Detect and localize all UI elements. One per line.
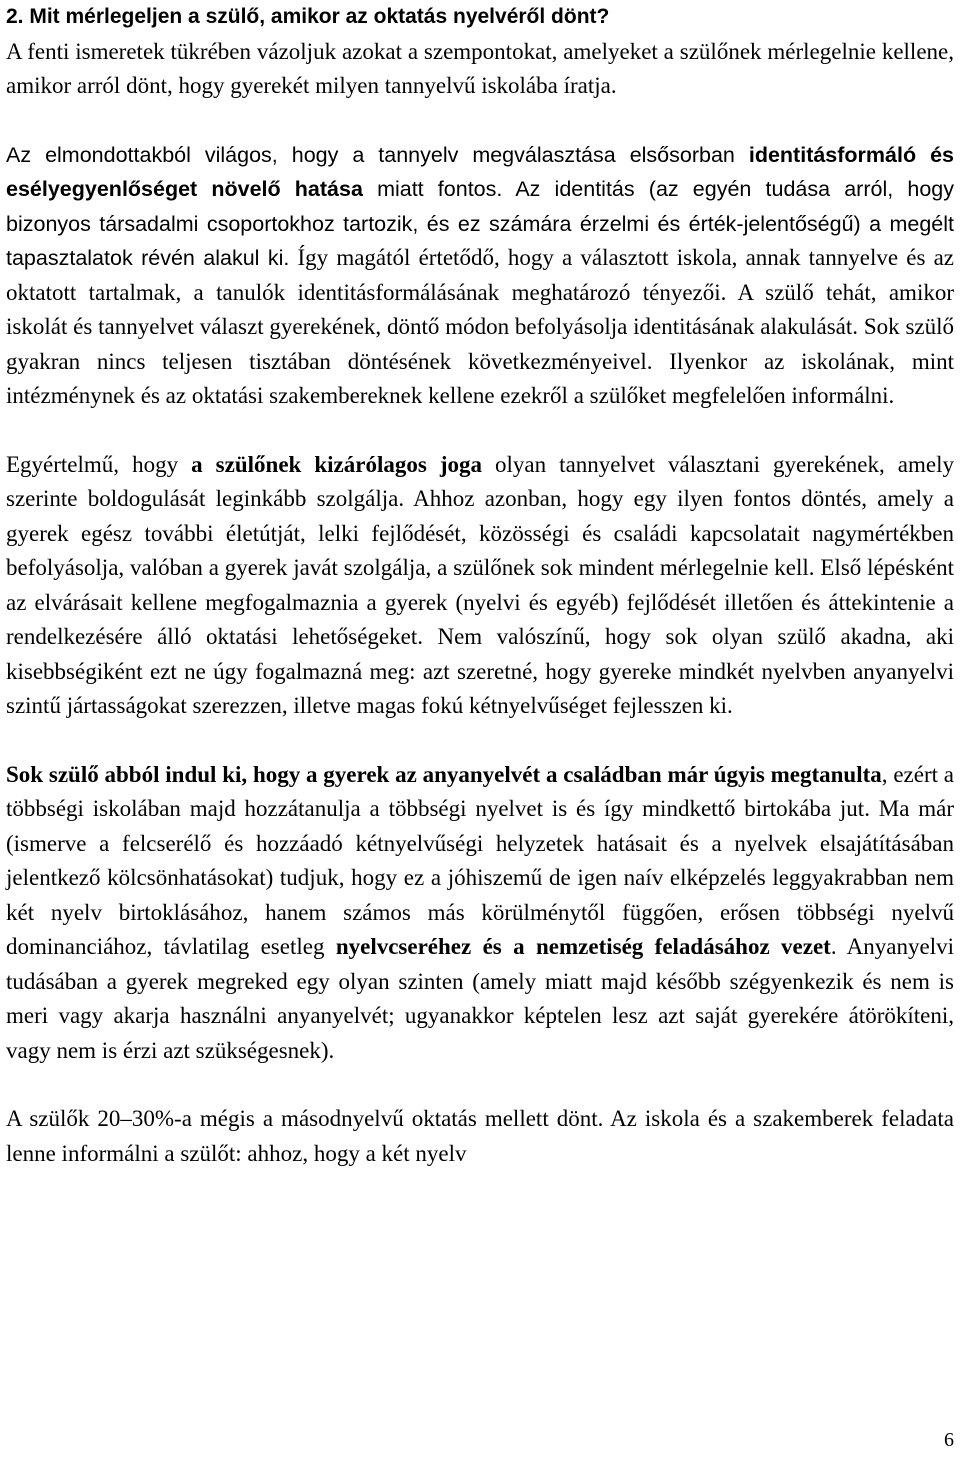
p2-bold-phrase: a szülőnek kizárólagos joga (191, 451, 482, 477)
p2-text-c: olyan tannyelvet választani gyerekének, amely szerinte boldogulását leginkább szolgálja. Ahhoz azonban, hogy egy ilyen fontos döntés, amely a gyerek egész további életútját, lelki fejlődését, közösségi és családi kapcsolatait nagymértékben befolyásolja, valóban a gyerek javát szolgálja, a szülőnek sok mindent mérlegelnie kell. Első lépésként az elvárásait kellene megfogalmaznia a gyerek (nyelvi és egyéb) fejlődését illetően és áttekintenie a rendelkezésére álló oktatási lehetőségeket. Nem valószínű, hogy sok olyan szülő akadna, aki kisebbségiként ezt ne úgy fogalmazná meg: azt szeretné, hogy gyereke mindkét nyelvben anyanyelvi szintű jártasságokat szerezzen, illetve magas fokú kétnyelvűséget fejlesszen ki. (6, 451, 955, 718)
p3-bold-phrase-a: Sok szülő abból indul ki, hogy a gyerek az anyanyelvét a családban már úgyis megtanulta (6, 761, 882, 787)
p1-text-a: Az elmondottakból világos, hogy a tannyelv megválasztása elsősorban (6, 142, 749, 167)
p1-text-c: miatt fontos. (362, 177, 503, 201)
paragraph-many-parents (6, 758, 954, 1069)
p3-text-b: , ezért a többségi iskolában majd hozzátanulja a többségi nyelvet is és így mindkettő birtokába jut. Ma már (ismerve a felcserélő és hozzáadó kétnyelvűségi helyzetek hatásait és a nyelvek elsajátításában jelentkező kölcsönhatásokat) tudjuk, hogy ez a jóhiszemű de igen naív elképzelés leggyakrabban nem két nyelv birtoklásához, hanem számos más körülménytől függően, erősen többségi nyelvű dominanciához, távlatilag esetleg (6, 761, 954, 959)
paragraph-percentage: A szülők 20–30%-a mégis a másodnyelvű oktatás mellett dönt. Az iskola és a szakemberek feladata lenne informálni a szülőt: ahhoz, hogy a két nyelv (6, 1106, 954, 1166)
p2-text-a: Egyértelmű, hogy (6, 451, 192, 477)
p1-text-e: Így magától értetődő, hogy a választott iskola, annak tannyelve és az oktatott tartalmak, a tanulók identitásformálásának meghatározó tényezői. A szülő tehát, amikor iskolát és tannyelvet választ gyerekének, döntő módon befolyásolja identitásának alakulását. Sok szülő gyakran nincs teljesen tisztában döntésének következményeivel. Ilyenkor az iskolának, mint intézménynek és az oktatási szakembereknek kellene ezekről a szülőket megfelelően informálni. (6, 245, 954, 408)
paragraph-parent-right (6, 448, 954, 724)
paragraph-identity (6, 138, 954, 414)
p1-bold-phrase: identitásformáló és esélyegyenlőséget növelő hatása (6, 142, 954, 201)
p3-bold-phrase-c: nyelvcseréhez és a nemzetiség feladásához vezet (335, 934, 831, 959)
p3-text-d: . Anyanyelvi tudásában a gyerek megreked egy olyan szinten (amely miatt majd később szégyenkezik és nem is meri vagy akarja használni anyanyelvét; ugyanakkor képtelen lesz azt saját gyerekére átörökíteni, vagy nem is érzi azt szükségesnek). (6, 934, 954, 1063)
document-page (6, 0, 954, 1171)
section-heading: 2. Mit mérlegeljen a szülő, amikor az oktatás nyelvéről dönt? (6, 5, 610, 28)
page-number: 6 (944, 1429, 954, 1451)
p1-text-d: Az identitás (az egyén tudása arról, hogy bizonyos társadalmi csoportokhoz tartozik, és ez számára érzelmi és érték-jelentőségű) a megélt tapasztalatok révén alakul ki. (6, 177, 954, 270)
intro-paragraph: A fenti ismeretek tükrében vázoljuk azokat a szempontokat, amelyeket a szülőnek mérlegelnie kellene, amikor arról dönt, hogy gyerekét milyen tannyelvű iskolába íratja. (6, 38, 954, 98)
